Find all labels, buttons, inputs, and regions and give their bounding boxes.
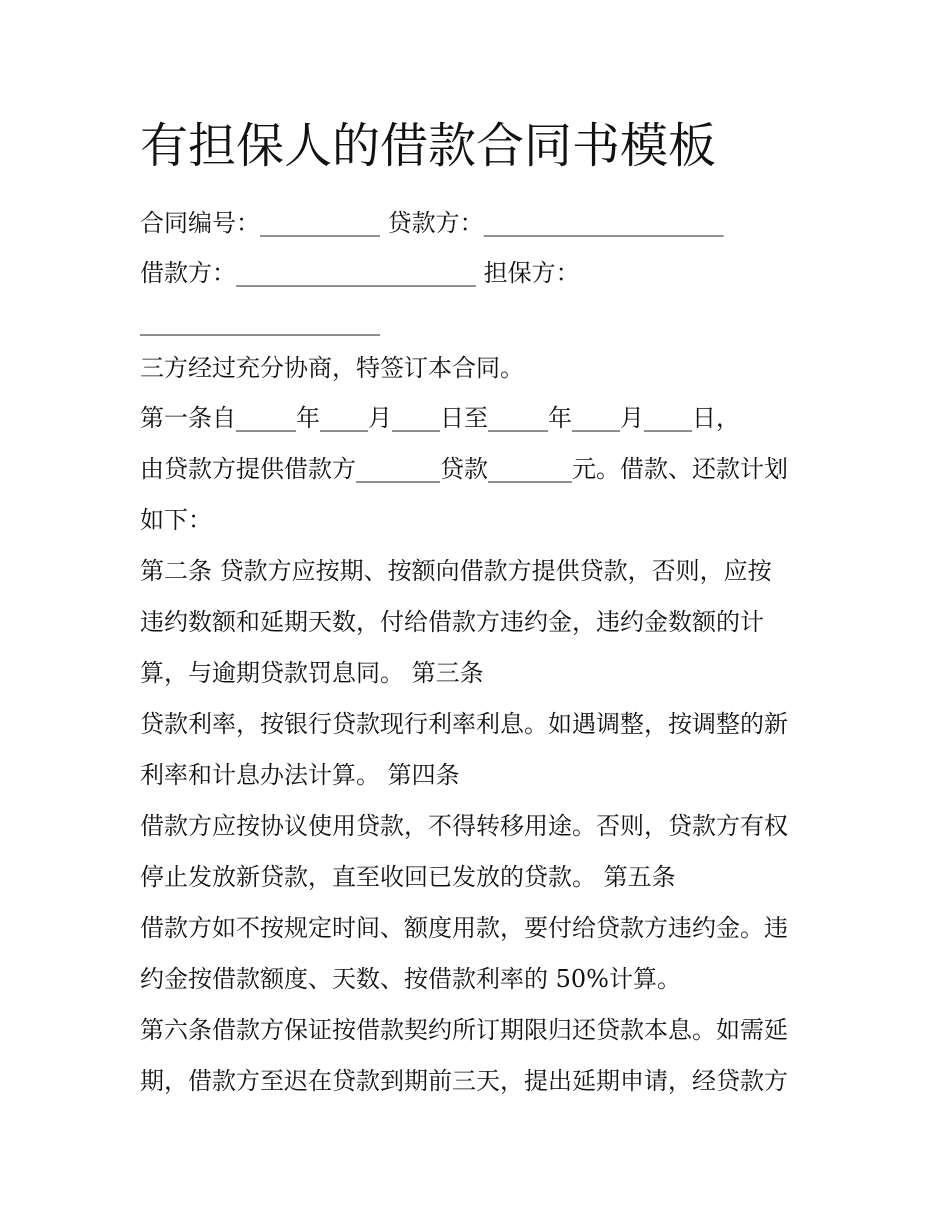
article-4-line-1: 借款方应按协议使用贷款，不得转移用途。否则，贷款方有权 [140, 812, 788, 840]
agreement-intro-line: 三方经过充分协商，特签订本合同。 [140, 354, 524, 382]
article-1-line-2: 由贷款方提供借款方_______贷款_______元。借款、还款计划 [140, 455, 788, 483]
article-3-line-2: 利率和计息办法计算。 第四条 [140, 761, 460, 789]
article-1-line-3: 如下： [140, 506, 212, 534]
document-title: 有担保人的借款合同书模板 [140, 118, 717, 174]
article-3-line-1: 贷款利率，按银行贷款现行利率利息。如遇调整，按调整的新 [140, 710, 788, 738]
borrower-and-guarantor-line: 借款方：____________________ 担保方： [140, 259, 580, 287]
article-6-line-2: 期，借款方至迟在贷款到期前三天，提出延期申请，经贷款方 [140, 1067, 788, 1095]
guarantor-blank-line: ____________________ [140, 308, 380, 336]
article-2-line-3: 算，与逾期贷款罚息同。 第三条 [140, 659, 484, 687]
article-5-line-2: 约金按借款额度、天数、按借款利率的 50%计算。 [140, 965, 681, 993]
contract-number-and-lender-line: 合同编号：__________ 贷款方：____________________ [140, 209, 724, 237]
article-5-line-1: 借款方如不按规定时间、额度用款，要付给贷款方违约金。违 [140, 914, 788, 942]
article-6-line-1: 第六条借款方保证按借款契约所订期限归还贷款本息。如需延 [140, 1016, 788, 1044]
article-2-line-2: 违约数额和延期天数，付给借款方违约金，违约金数额的计 [140, 608, 764, 636]
article-4-line-2: 停止发放新贷款，直至收回已发放的贷款。 第五条 [140, 863, 676, 891]
article-1-line-1: 第一条自_____年____月____日至_____年____月____日， [140, 404, 740, 432]
article-2-line-1: 第二条 贷款方应按期、按额向借款方提供贷款，否则，应按 [140, 557, 772, 585]
